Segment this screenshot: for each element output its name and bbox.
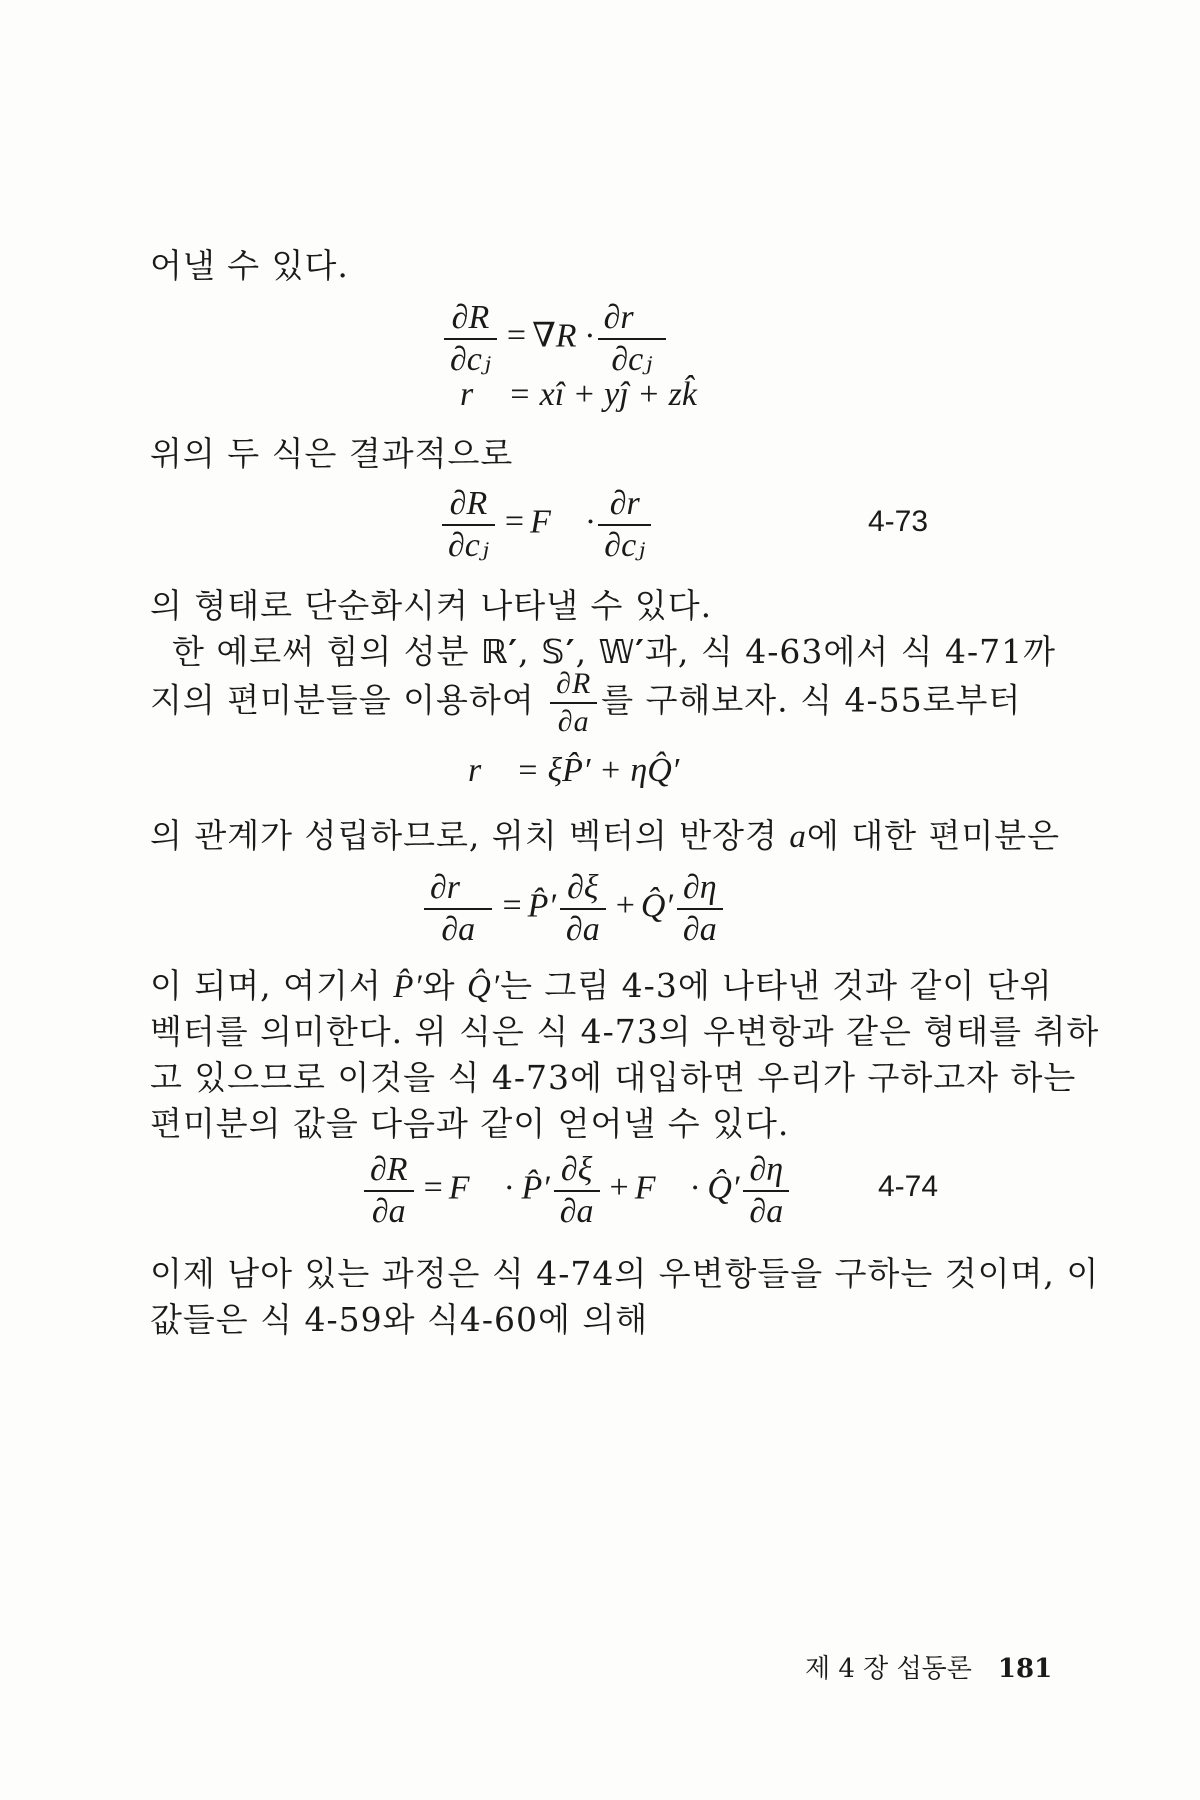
fraction: $\frac{\partial\eta}{\partial a}$ [677, 870, 723, 947]
text-line: 의 형태로 단순화시켜 나타낼 수 있다. [150, 586, 713, 625]
fraction: $\frac{\partial r⃗}{\text{∂cⱼ}}$ [598, 300, 666, 377]
equation-gradient: $\frac{\partial R}{\text{∂cⱼ}}$ = ∇R · $\frac{\partial r⃗}{\text{∂cⱼ}}$ [440, 300, 670, 377]
text-line: 지의 편미분들을 이용하여 $\frac{\partial R}{\partial a}$ 를 구해보자. 식 4-55로부터 [150, 667, 1022, 738]
text-line: 이제 남아 있는 과정은 식 4-74의 우변항들을 구하는 것이며, 이 [150, 1254, 1100, 1293]
text-line: 위의 두 식은 결과적으로 [150, 434, 514, 473]
fraction: $\frac{\partial R}{\partial a}$ [364, 1152, 414, 1229]
text-line: 고 있으므로 이것을 식 4-73에 대입하면 우리가 구하고자 하는 [150, 1058, 1077, 1097]
inline-fraction: $\frac{\partial R}{\partial a}$ [550, 668, 597, 737]
chapter-title: 제 4 장 섭동론 [805, 1654, 972, 1684]
equation-position-vector: r⃗ = xî + yĵ + zk̂ [460, 376, 697, 413]
text-line: 편미분의 값을 다음과 같이 얻어낼 수 있다. [150, 1104, 790, 1143]
fraction: $\frac{\partial\eta}{\partial a}$ [743, 1152, 789, 1229]
force-component-w: 𝕎′ [598, 632, 645, 671]
page-footer [805, 1648, 1052, 1685]
fraction: $\frac{\partial r⃗}{\partial a}$ [424, 870, 492, 947]
equation-number: 4-74 [878, 1170, 939, 1203]
force-component-s: 𝕊′ [541, 632, 576, 671]
text-line: 의 관계가 성립하므로, 위치 벡터의 반장경 a에 대한 편미분은 [150, 816, 1060, 855]
text-line: 값들은 식 4-59와 식4-60에 의해 [150, 1300, 649, 1339]
equation-partial-r: $\frac{\partial r⃗}{\partial a}$ = P̂′ $\frac{\partial\xi}{\partial a}$ + Q̂′ $\frac{\partial\eta}{\partial a}$ [420, 870, 727, 947]
fraction: $\frac{\partial R}{\text{∂cⱼ}}$ [444, 300, 497, 377]
fraction: $\frac{\partial R}{\text{∂cⱼ}}$ [442, 486, 495, 563]
page-number: 181 [997, 1654, 1053, 1684]
text-line: 한 예로써 힘의 성분 ℝ′, 𝕊′, 𝕎′과, 식 4-63에서 식 4-71까 [172, 632, 1056, 671]
text-line: 이 되며, 여기서 P̂′와 Q̂′는 그림 4-3에 나타낸 것과 같이 단위 [150, 966, 1053, 1005]
equation-number: 4-73 [868, 505, 929, 538]
equation-4-73: $\frac{\partial R}{\text{∂cⱼ}}$ = F⃗ · $\frac{\partial r}{\text{∂cⱼ}}$ [438, 486, 655, 563]
equation-position-pq: r⃗ = ξP̂′ + ηQ̂′ [468, 752, 680, 789]
fraction: $\frac{\partial\xi}{\partial a}$ [560, 870, 606, 947]
force-component-r: ℝ′ [480, 632, 519, 671]
text-line: 벡터를 의미한다. 위 식은 식 4-73의 우변항과 같은 형태를 취하 [150, 1012, 1100, 1051]
text-line: 어낼 수 있다. [150, 246, 349, 285]
fraction: $\frac{\partial\xi}{\partial a}$ [554, 1152, 600, 1229]
equation-4-74: $\frac{\partial R}{\partial a}$ = F⃗ · P̂′ $\frac{\partial\xi}{\partial a}$ + F⃗ · Q̂′ $\frac{\partial\eta}{\partial a}$ [360, 1152, 793, 1229]
fraction: $\frac{\partial r}{\text{∂cⱼ}}$ [598, 486, 651, 563]
